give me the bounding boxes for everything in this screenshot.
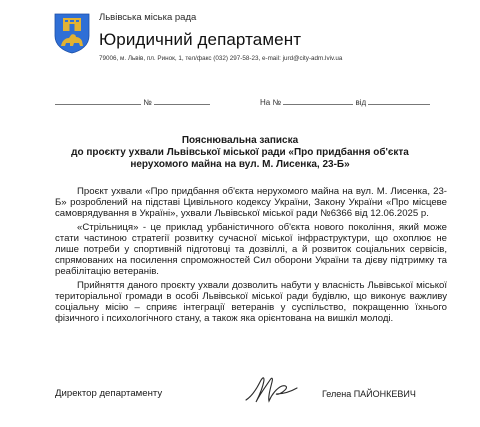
handwritten-signature-icon bbox=[242, 370, 300, 408]
title-line-2: до проєкту ухвали Львівської міської ради «Про придбання об'єкта bbox=[71, 147, 409, 158]
body-paragraph: Проєкт ухвали «Про придбання об'єкта нерухомого майна на вул. М. Лисенка, 23-Б» розроблений на підставі Цивільного кодексу України, Закону України «Про місцеве самоврядування в Україні», ухвали Львівської міської ради №6366 від 12.06.2025 р. bbox=[55, 186, 447, 220]
document-body bbox=[55, 186, 447, 326]
number-label: № bbox=[143, 98, 152, 107]
department-name: Юридичний департамент bbox=[99, 30, 302, 49]
council-name: Львівська міська рада bbox=[99, 12, 197, 23]
signatory-position: Директор департаменту bbox=[55, 388, 163, 399]
outgoing-date-blank bbox=[55, 96, 141, 105]
body-paragraph: «Стрільниця» - це приклад урбаністичного об'єкта нового покоління, який може стати частиною стратегії розвитку сучасної міської інфраструктури, що охоплює не лише потреби у спортивній підготовці та дозвіллі, а й розвиток соціальних сервісів, спрямованих на посилення спроможностей Сил оборони України та дієву підтримку та реабілітацію ветеранів. bbox=[55, 221, 447, 278]
outgoing-reference bbox=[55, 96, 210, 107]
incoming-reference bbox=[260, 96, 430, 107]
title-line-1: Пояснювальна записка bbox=[181, 135, 299, 146]
department-address: 79006, м. Львів, пл. Ринок, 1, тел/факс (032) 297-58-23, e-mail: jurd@city-adm.lviv.ua bbox=[99, 55, 343, 62]
incoming-number-blank bbox=[283, 96, 353, 105]
body-paragraph: Прийняття даного проєкту ухвали дозволить набути у власність Львівської міської територіальної громади в особі Львівської міської ради будівлю, що виконує важливу соціальну місію – сприяє інтеграції ветеранів у суспільство, покращенню їхнього фізичного і психологічного стану, а також яка орієнтована на вишкіл молоді. bbox=[55, 279, 447, 325]
incoming-date-blank bbox=[368, 96, 430, 105]
title-line-3: нерухомого майна на вул. М. Лисенка, 23-Б» bbox=[130, 159, 350, 170]
lviv-coat-of-arms-icon bbox=[52, 10, 92, 54]
incoming-date-label: від bbox=[355, 98, 367, 107]
outgoing-number-blank bbox=[154, 96, 210, 105]
incoming-number-label: На № bbox=[260, 98, 282, 107]
document-title bbox=[55, 135, 425, 171]
signatory-name: Гелена ПАЙОНКЕВИЧ bbox=[322, 389, 416, 399]
